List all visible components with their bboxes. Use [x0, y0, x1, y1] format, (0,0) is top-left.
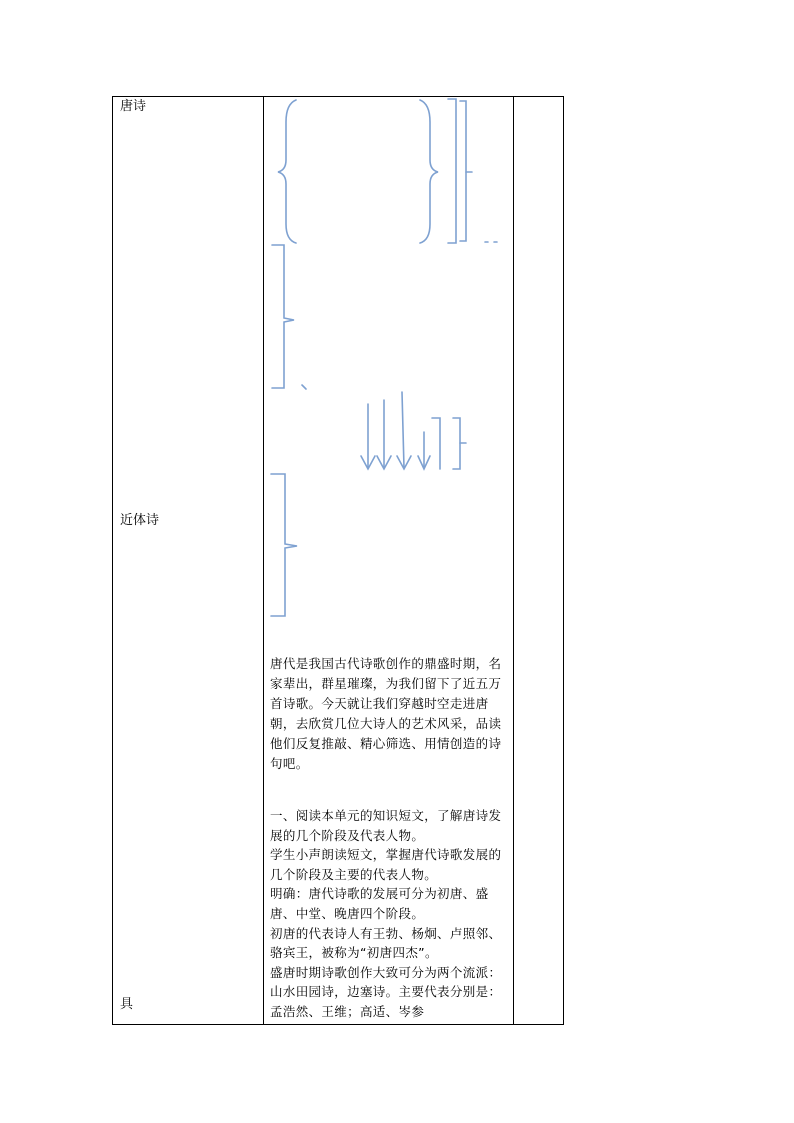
column-divider-2	[513, 97, 514, 1024]
section-one-paragraph-4: 初唐的代表诗人有王勃、杨炯、卢照邻、骆宾王，被称为“初唐四杰”。	[270, 925, 502, 961]
section-one-container	[270, 806, 510, 1022]
section-one-heading: 一、阅读本单元的知识短文，了解唐诗发展的几个阶段及代表人物。	[270, 808, 502, 843]
label-modern-style-poetry: 近体诗	[120, 513, 160, 528]
label-ju: 具	[120, 997, 134, 1012]
intro-paragraph-container	[270, 654, 510, 774]
section-one-paragraph-3: 明确：唐代诗歌的发展可分为初唐、盛唐、中堂、晚唐四个阶段。	[270, 886, 489, 921]
intro-paragraph: 唐代是我国古代诗歌创作的鼎盛时期，名家辈出，群星璀璨，为我们留下了近五万首诗歌。今天就让我们穿越时空走进唐朝，去欣赏几位大诗人的艺术风采，品读他们反复推敲、精心筛选、用情创造的诗句吧。	[270, 656, 502, 771]
section-one-paragraph-2: 学生小声朗读短文，掌握唐代诗歌发展的几个阶段及主要的代表人物。	[270, 847, 502, 882]
section-one-paragraph-5: 盛唐时期诗歌创作大致可分为两个流派：山水田园诗，边塞诗。主要代表分别是：孟浩然、王维；高适、岑参	[270, 964, 502, 1019]
label-tang-poetry: 唐诗	[120, 99, 147, 114]
column-divider-1	[263, 97, 264, 1024]
